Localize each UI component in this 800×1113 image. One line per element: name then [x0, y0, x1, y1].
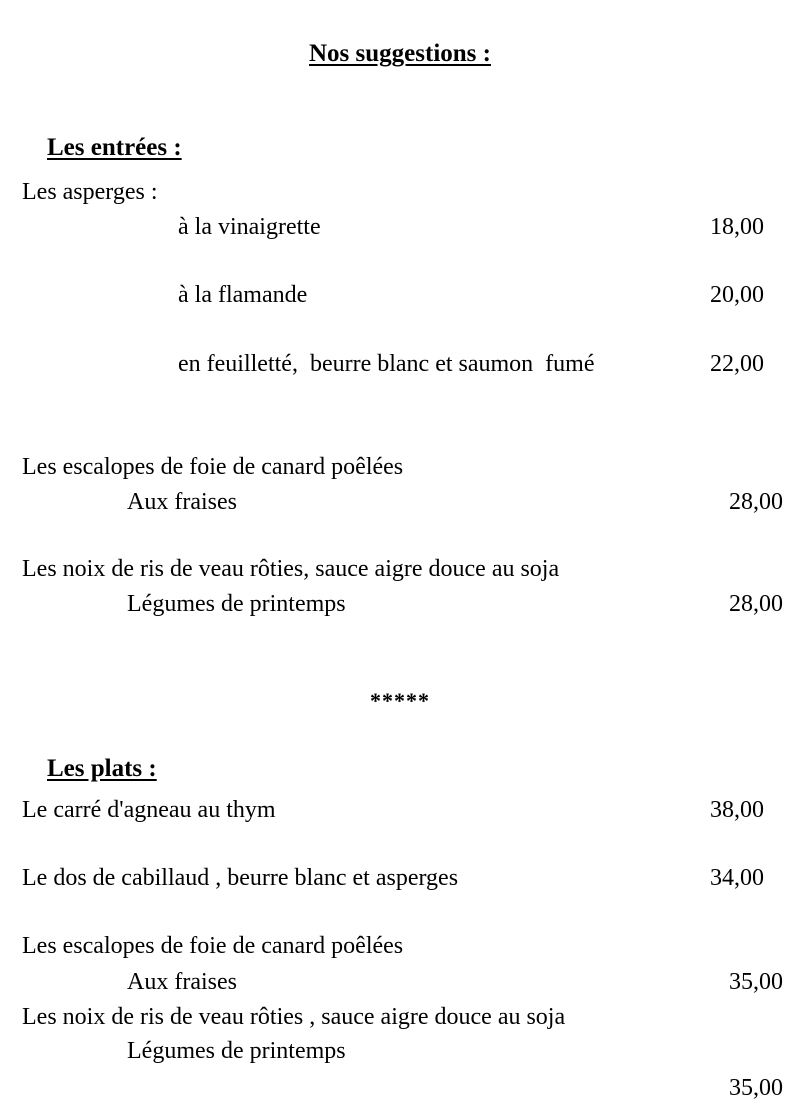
menu-item-name: Le dos de cabillaud , beurre blanc et asperges — [22, 865, 459, 891]
menu-item-name: Les escalopes de foie de canard poêlées — [22, 454, 404, 480]
menu-item-price: 38,00 — [710, 797, 764, 823]
menu-item-name: Les escalopes de foie de canard poêlées — [22, 933, 404, 959]
section-heading-entrees — [22, 106, 182, 190]
page-title-text: Nos suggestions : — [309, 40, 491, 67]
page-title — [0, 40, 800, 68]
section-heading-entrees-text: Les entrées : — [47, 134, 182, 161]
menu-subitem-price: 28,00 — [729, 591, 783, 617]
menu-item-price: 34,00 — [710, 865, 764, 891]
menu-subitem-label: Légumes de printemps — [127, 1038, 346, 1064]
menu-subitem-price: 18,00 — [710, 214, 764, 240]
menu-subitem-price: 22,00 — [710, 351, 764, 377]
menu-subitem-price: 35,00 — [729, 1075, 783, 1101]
menu-item-name: Les asperges : — [22, 179, 158, 205]
menu-subitem-price: 35,00 — [729, 969, 783, 995]
menu-subitem-label: à la flamande — [178, 282, 308, 308]
menu-item-name: Le carré d'agneau au thym — [22, 797, 276, 823]
menu-item-name: Les noix de ris de veau rôties , sauce aigre douce au soja — [22, 1004, 566, 1030]
menu-subitem-label: Aux fraises — [127, 489, 237, 515]
menu-subitem-price: 20,00 — [710, 282, 764, 308]
menu-item-name: Les noix de ris de veau rôties, sauce aigre douce au soja — [22, 556, 560, 582]
menu-subitem-label: Aux fraises — [127, 969, 237, 995]
section-separator: ***** — [370, 688, 430, 713]
menu-subitem-label: à la vinaigrette — [178, 214, 321, 240]
menu-subitem-price: 28,00 — [729, 489, 783, 515]
menu-subitem-label: en feuilletté, beurre blanc et saumon fumé — [178, 351, 595, 377]
menu-subitem-label: Légumes de printemps — [127, 591, 346, 617]
section-heading-plats-text: Les plats : — [47, 755, 157, 782]
